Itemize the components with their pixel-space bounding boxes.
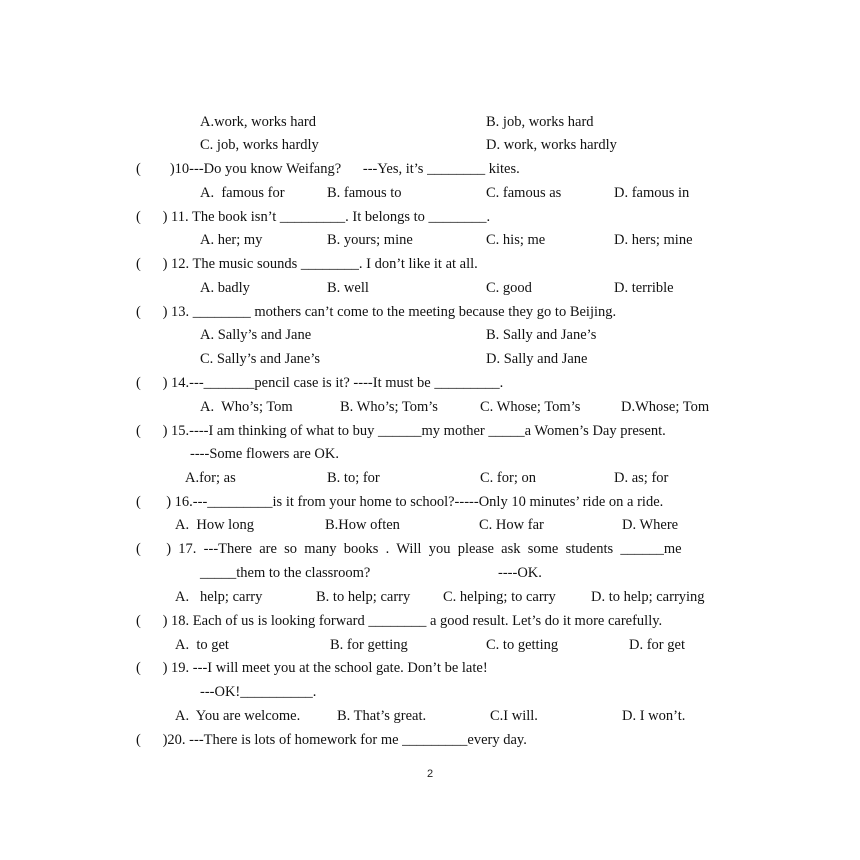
question-line: ( )10---Do you know Weifang? ---Yes, it’s ________ kites.	[136, 161, 520, 177]
answer-option: A. her; my	[200, 232, 263, 248]
question-line: ( ) 19. ---I will meet you at the school gate. Don’t be late!	[136, 660, 488, 676]
answer-option: D. to help; carrying	[591, 589, 705, 605]
question-line: ( ) 15.----I am thinking of what to buy ______my mother _____a Women’s Day present.	[136, 423, 666, 439]
answer-option: C. Whose; Tom’s	[480, 399, 581, 415]
answer-option: D. work, works hardly	[486, 137, 617, 153]
answer-option: C. Sally’s and Jane’s	[200, 351, 321, 367]
continuation-text: _____them to the classroom?	[200, 565, 371, 581]
answer-option: B.How often	[325, 517, 400, 533]
answer-option: B. to; for	[327, 470, 380, 486]
answer-option: A. How long	[175, 517, 254, 533]
answer-option: C.I will.	[490, 708, 538, 724]
answer-option: A. badly	[200, 280, 250, 296]
question-line: ( ) 13. ________ mothers can’t come to the meeting because they go to Beijing.	[136, 304, 617, 320]
answer-option: D. hers; mine	[614, 232, 693, 248]
answer-option: B. yours; mine	[327, 232, 413, 248]
answer-option: A. to get	[175, 637, 229, 653]
answer-option: B. That’s great.	[337, 708, 427, 724]
page-number: 2	[426, 768, 434, 780]
answer-option: C. to getting	[486, 637, 559, 653]
answer-option: B. for getting	[330, 637, 408, 653]
answer-text: ----Some flowers are OK.	[190, 446, 339, 462]
answer-option: D. famous in	[614, 185, 690, 201]
answer-option: A.work, works hard	[200, 114, 316, 130]
question-line: ( ) 17. ---There are so many books . Will you please ask some students ______me	[136, 541, 682, 557]
answer-option: D. for get	[629, 637, 685, 653]
continuation-text: ----OK.	[498, 565, 542, 581]
answer-option: C. job, works hardly	[200, 137, 319, 153]
answer-option: C. good	[486, 280, 532, 296]
answer-option: B. famous to	[327, 185, 402, 201]
question-line: ( ) 18. Each of us is looking forward ________ a good result. Let’s do it more carefully.	[136, 613, 663, 629]
answer-option: B. to help; carry	[316, 589, 411, 605]
question-line: ( ) 14.---_______pencil case is it? ----It must be _________.	[136, 375, 504, 391]
answer-option: A.for; as	[185, 470, 236, 486]
answer-option: A. help; carry	[175, 589, 263, 605]
answer-option: C. How far	[479, 517, 544, 533]
answer-option: D. terrible	[614, 280, 674, 296]
question-line: ( )20. ---There is lots of homework for me _________every day.	[136, 732, 527, 748]
question-line: ( ) 12. The music sounds ________. I don’t like it at all.	[136, 256, 478, 272]
answer-option: D. I won’t.	[622, 708, 686, 724]
answer-option: C. for; on	[480, 470, 536, 486]
answer-option: A. You are welcome.	[175, 708, 301, 724]
answer-option: D. Sally and Jane	[486, 351, 588, 367]
answer-option: D.Whose; Tom	[621, 399, 710, 415]
answer-option: B. Sally and Jane’s	[486, 327, 597, 343]
answer-option: C. famous as	[486, 185, 562, 201]
answer-option: B. Who’s; Tom’s	[340, 399, 438, 415]
question-line: ( ) 16.---_________is it from your home to school?-----Only 10 minutes’ ride on a ride.	[136, 494, 664, 510]
answer-option: C. his; me	[486, 232, 546, 248]
answer-option: C. helping; to carry	[443, 589, 556, 605]
answer-option: A. famous for	[200, 185, 285, 201]
answer-option: A. Who’s; Tom	[200, 399, 293, 415]
answer-text: ---OK!__________.	[200, 684, 317, 700]
question-line: ( ) 11. The book isn’t _________. It belongs to ________.	[136, 209, 491, 225]
answer-option: B. well	[327, 280, 369, 296]
answer-option: A. Sally’s and Jane	[200, 327, 312, 343]
answer-option: D. as; for	[614, 470, 669, 486]
answer-option: D. Where	[622, 517, 679, 533]
answer-option: B. job, works hard	[486, 114, 594, 130]
